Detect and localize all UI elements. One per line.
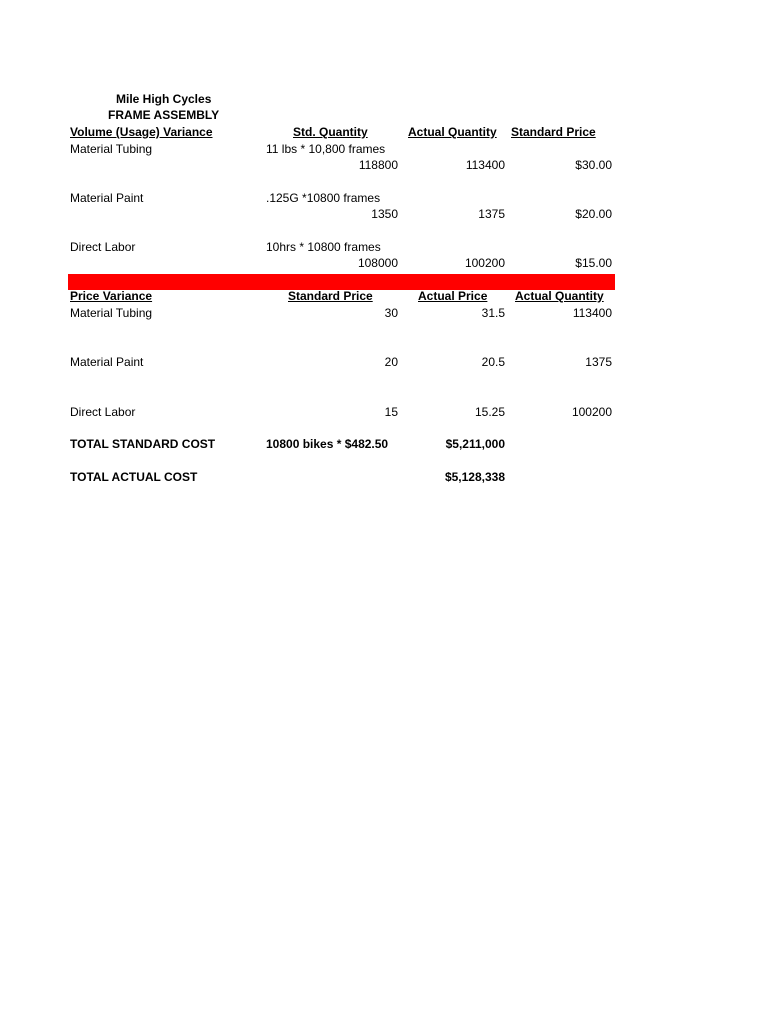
- company-title: Mile High Cycles: [116, 92, 212, 106]
- volume-row-std-quantity: 108000: [357, 256, 398, 270]
- volume-row-standard-price: $20.00: [575, 207, 612, 221]
- total-standard-cost-formula: 10800 bikes * $482.50: [266, 437, 389, 451]
- price-row-actual-quantity: 100200: [571, 405, 612, 419]
- volume-row-actual-quantity: 113400: [465, 158, 505, 172]
- volume-row-formula: .125G *10800 frames: [266, 191, 381, 205]
- price-row-label: Material Tubing: [70, 306, 153, 320]
- price-row-actual-price: 15.25: [474, 405, 505, 419]
- std-quantity-header: Std. Quantity: [293, 125, 368, 139]
- volume-row-formula: 11 lbs * 10,800 frames: [266, 142, 386, 156]
- volume-row-standard-price: $30.00: [575, 158, 612, 172]
- volume-row-actual-quantity: 100200: [464, 256, 505, 270]
- department-title: FRAME ASSEMBLY: [108, 108, 220, 122]
- volume-row-label: Material Tubing: [70, 142, 153, 156]
- price-row-actual-quantity: 1375: [585, 355, 612, 369]
- price-variance-heading: Price Variance: [70, 289, 153, 303]
- volume-row-formula: 10hrs * 10800 frames: [266, 240, 381, 254]
- total-actual-cost-value: $5,128,338: [444, 470, 505, 484]
- price-row-actual-quantity: 113400: [572, 306, 612, 320]
- price-row-label: Material Paint: [70, 355, 144, 369]
- price-row-actual-price: 31.5: [481, 306, 505, 320]
- volume-variance-heading: Volume (Usage) Variance: [70, 125, 213, 139]
- volume-row-std-quantity: 1350: [371, 207, 398, 221]
- price-actual-price-header: Actual Price: [418, 289, 488, 303]
- standard-price-header: Standard Price: [511, 125, 596, 139]
- actual-quantity-header: Actual Quantity: [408, 125, 497, 139]
- price-row-standard-price: 20: [384, 355, 398, 369]
- total-standard-cost-label: TOTAL STANDARD COST: [70, 437, 216, 451]
- price-row-actual-price: 20.5: [481, 355, 505, 369]
- volume-row-actual-quantity: 1375: [478, 207, 505, 221]
- price-row-standard-price: 15: [384, 405, 398, 419]
- price-actual-quantity-header: Actual Quantity: [515, 289, 604, 303]
- total-actual-cost-label: TOTAL ACTUAL COST: [70, 470, 198, 484]
- volume-row-label: Direct Labor: [70, 240, 136, 254]
- volume-row-standard-price: $15.00: [575, 256, 612, 270]
- price-row-label: Direct Labor: [70, 405, 136, 419]
- price-standard-price-header: Standard Price: [288, 289, 373, 303]
- volume-row-std-quantity: 118800: [358, 158, 398, 172]
- volume-row-label: Material Paint: [70, 191, 144, 205]
- price-row-standard-price: 30: [384, 306, 398, 320]
- total-standard-cost-value: $5,211,000: [445, 437, 505, 451]
